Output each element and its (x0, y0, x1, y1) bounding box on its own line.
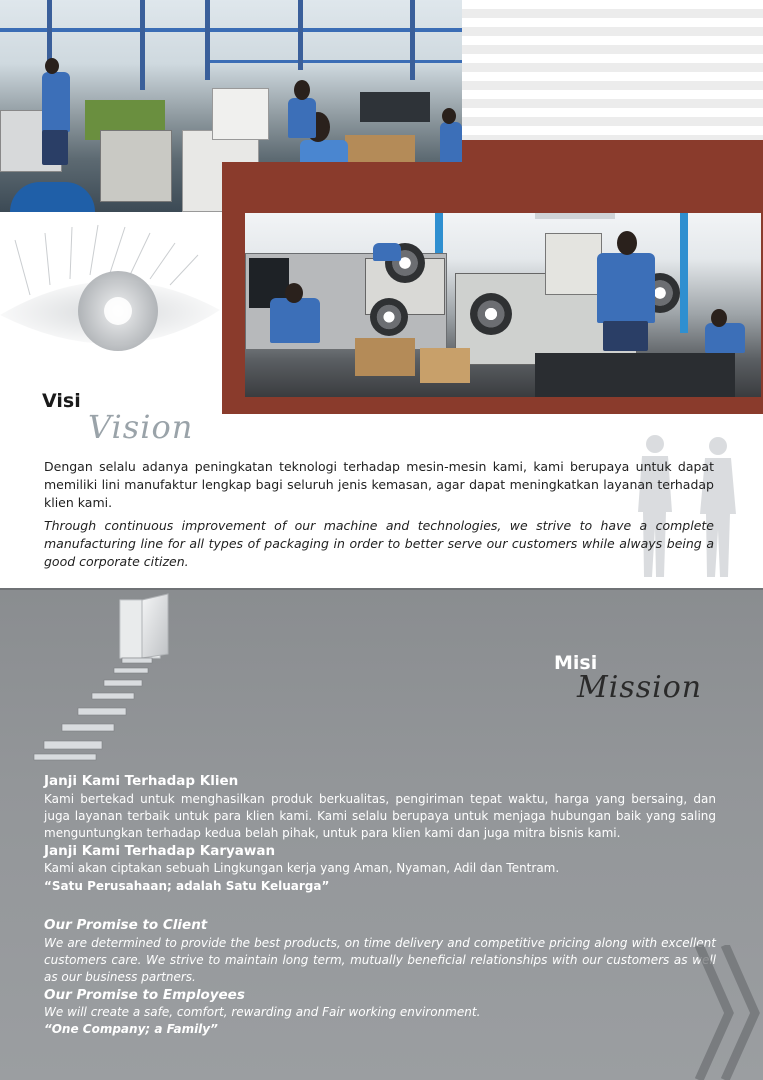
client-heading-id: Janji Kami Terhadap Klien (44, 773, 239, 789)
motto-en: “One Company; a Family” (44, 1022, 218, 1036)
vision-text-en: Through continuous improvement of our machine and technologies, we strive to have a complete manufacturing line for all types of packaging in order to better serve our customers while always being a good corporate citizen. (44, 518, 714, 569)
employee-heading-id: Janji Kami Terhadap Karyawan (44, 843, 276, 859)
motto-id: “Satu Perusahaan; adalah Satu Keluarga” (44, 879, 330, 893)
stairs-door-graphic (20, 592, 210, 762)
chevron-right-icon (695, 945, 763, 1080)
employee-text-id: Kami akan ciptakan sebuah Lingkungan kerja yang Aman, Nyaman, Adil dan Tentram. (44, 861, 560, 875)
vision-label-en: Vision (88, 408, 194, 446)
client-heading-en: Our Promise to Client (44, 917, 208, 933)
client-text-id: Kami bertekad untuk menghasilkan produk berkualitas, pengiriman tepat waktu, harga yang bersaing, dan juga layanan terbaik untuk para klien kami. Kami selalu berupaya untuk menjaga hubungan baik yang saling menguntungkan terhadap kedua belah pihak, untuk para klien kami dan juga mitra bisnis kami. (44, 792, 716, 840)
stripe-pattern (462, 0, 763, 140)
client-text-en: We are determined to provide the best products, on time delivery and competitive pricing along with excellent customers care. We strive to maintain long term, mutually beneficial relationships with our customers as well as our business partners. (44, 936, 716, 984)
eye-graphic (0, 215, 220, 385)
employee-text-en: We will create a safe, comfort, rewarding and Fair working environment. (44, 1005, 481, 1019)
employee-heading-en: Our Promise to Employees (44, 987, 245, 1003)
mission-label-en: Mission (577, 670, 703, 705)
accent-band (462, 140, 763, 162)
mission-label-id: Misi (554, 652, 598, 674)
printing-machines-photo (245, 213, 761, 397)
vision-text-id: Dengan selalu adanya peningkatan teknologi terhadap mesin-mesin kami, kami berupaya untuk dapat memiliki lini manufaktur lengkap bagi seluruh jenis kemasan, agar dapat meningkatkan layanan terhadap klien kami. (44, 459, 714, 510)
vision-label-id: Visi (42, 390, 81, 412)
